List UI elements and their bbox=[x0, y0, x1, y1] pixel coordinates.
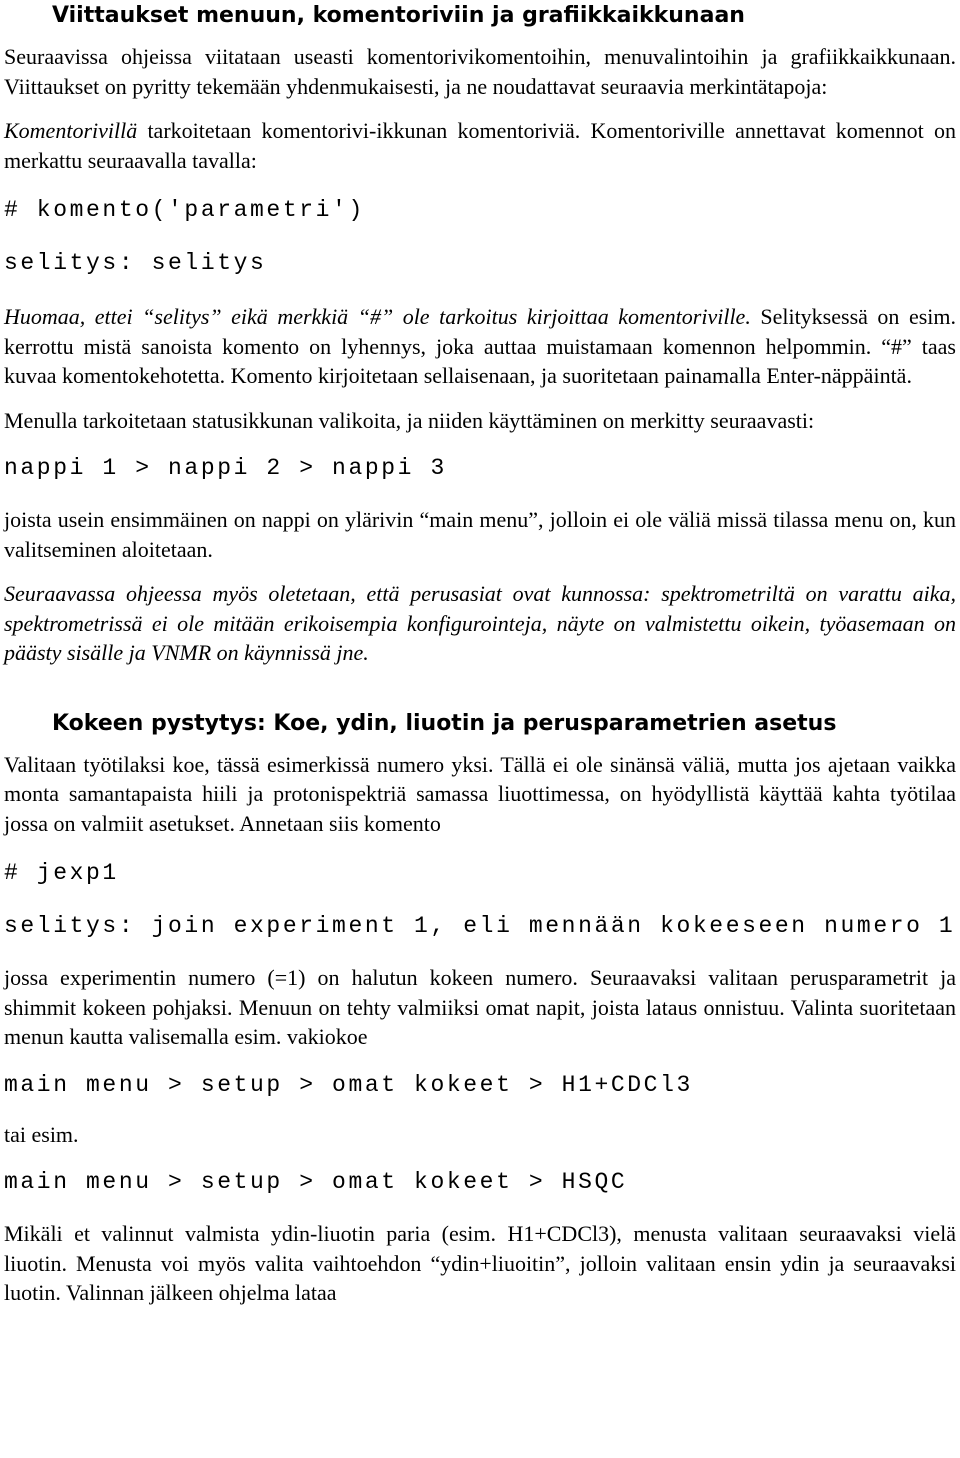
menu-path-hsqc: main menu > setup > omat kokeet > HSQC bbox=[4, 1169, 628, 1195]
command-explanation: selitys: selitys bbox=[4, 250, 267, 276]
paragraph-workspace: Valitaan työtilaksi koe, tässä esimerkissä numero yksi. Tällä ei ole sinänsä väliä, mutta jos ajetaan vaikka monta samantapaista hiili ja protonispektriä samassa liuottimessa, on hyödyllistä käyttää kahta työtilaa jossa on valmiit asetukset. Annetaan siis komento bbox=[4, 751, 956, 836]
note-text: Selityksessä on esim. kerrottu mistä sanoista komento on lyhennys, joka auttaa muistamaan komennon helpommin. “#” taas kuvaa komentokehotetta. Komento kirjoitetaan sellaisenaan, ja suoritetaan painamalla Enter-näppäintä. bbox=[4, 304, 956, 388]
command-jexp: # jexp1 bbox=[4, 860, 119, 886]
paragraph-parameters: jossa experimentin numero (=1) on halutun kokeen numero. Seuraavaksi valitaan perusparametrit ja shimmit kokeen pohjaksi. Menuun on tehty valmiiksi omat napit, joista lataus onnistuu. Valinta suoritetaan menun kautta valisemalla esim. vakiokoe bbox=[4, 965, 956, 1049]
paragraph-menu-description: joista usein ensimmäinen on nappi on ylärivin “main menu”, jolloin ei ole väliä missä tilassa menu on, kun valitseminen aloitetaan. bbox=[4, 507, 956, 562]
paragraph-intro: Seuraavissa ohjeissa viitataan useasti komentorivikomentoihin, menuvalintoihin ja grafiikkaikkunaan. Viittaukset on pyritty tekemään yhdenmukaisesti, ja ne noudattavat seuraavia merkintätapoja: bbox=[4, 44, 956, 99]
paragraph-assumption: Seuraavassa ohjeessa myös oletetaan, että perusasiat ovat kunnossa: spektrometriltä on varattu aika, spektrometrissä ei ole mitään erikoisempia konfigurointeja, näyte on valmistettu oikein, työasemaan on päästy sisälle ja VNMR on käynnissä jne. bbox=[4, 581, 956, 665]
menu-example: nappi 1 > nappi 2 > nappi 3 bbox=[4, 455, 447, 481]
document-page bbox=[0, 2, 960, 1308]
note-italic: Huomaa, ettei “selitys” eikä merkkiä “#” ole tarkoitus kirjoittaa komentoriville. bbox=[4, 304, 751, 329]
cmdline-description: tarkoitetaan komentorivi-ikkunan komentoriviä. Komentoriville annettavat komennot on merkattu seuraavalla tavalla: bbox=[4, 118, 956, 173]
section-heading-setup: Kokeen pystytys: Koe, ydin, liuotin ja perusparametrien asetus bbox=[52, 710, 837, 736]
text-or-example: tai esim. bbox=[4, 1121, 79, 1147]
command-jexp-explanation: selitys: join experiment 1, eli mennään kokeeseen numero 1 bbox=[4, 913, 956, 939]
paragraph-cmdline bbox=[4, 116, 956, 175]
section-heading-references: Viittaukset menuun, komentoriviin ja grafiikkaikkunaan bbox=[52, 3, 745, 28]
paragraph-solvent: Mikäli et valinnut valmista ydin-liuotin paria (esim. H1+CDCl3), menusta valitaan seuraavaksi vielä liuotin. Menusta voi myös valita vaihtoehdon “ydin+liuoitin”, jolloin valitaan ensin ydin ja seuraavaksi luotin. Valinnan jälkeen ohjelma lataa bbox=[4, 1221, 956, 1305]
term-cmdline: Komentorivillä bbox=[4, 118, 138, 143]
paragraph-note bbox=[4, 302, 956, 391]
menu-path-h1: main menu > setup > omat kokeet > H1+CDCl3 bbox=[4, 1071, 693, 1098]
paragraph-menu-intro: Menulla tarkoitetaan statusikkunan valikoita, ja niiden käyttäminen on merkitty seuraavasti: bbox=[4, 407, 815, 433]
command-example: # komento('parametri') bbox=[4, 197, 365, 223]
